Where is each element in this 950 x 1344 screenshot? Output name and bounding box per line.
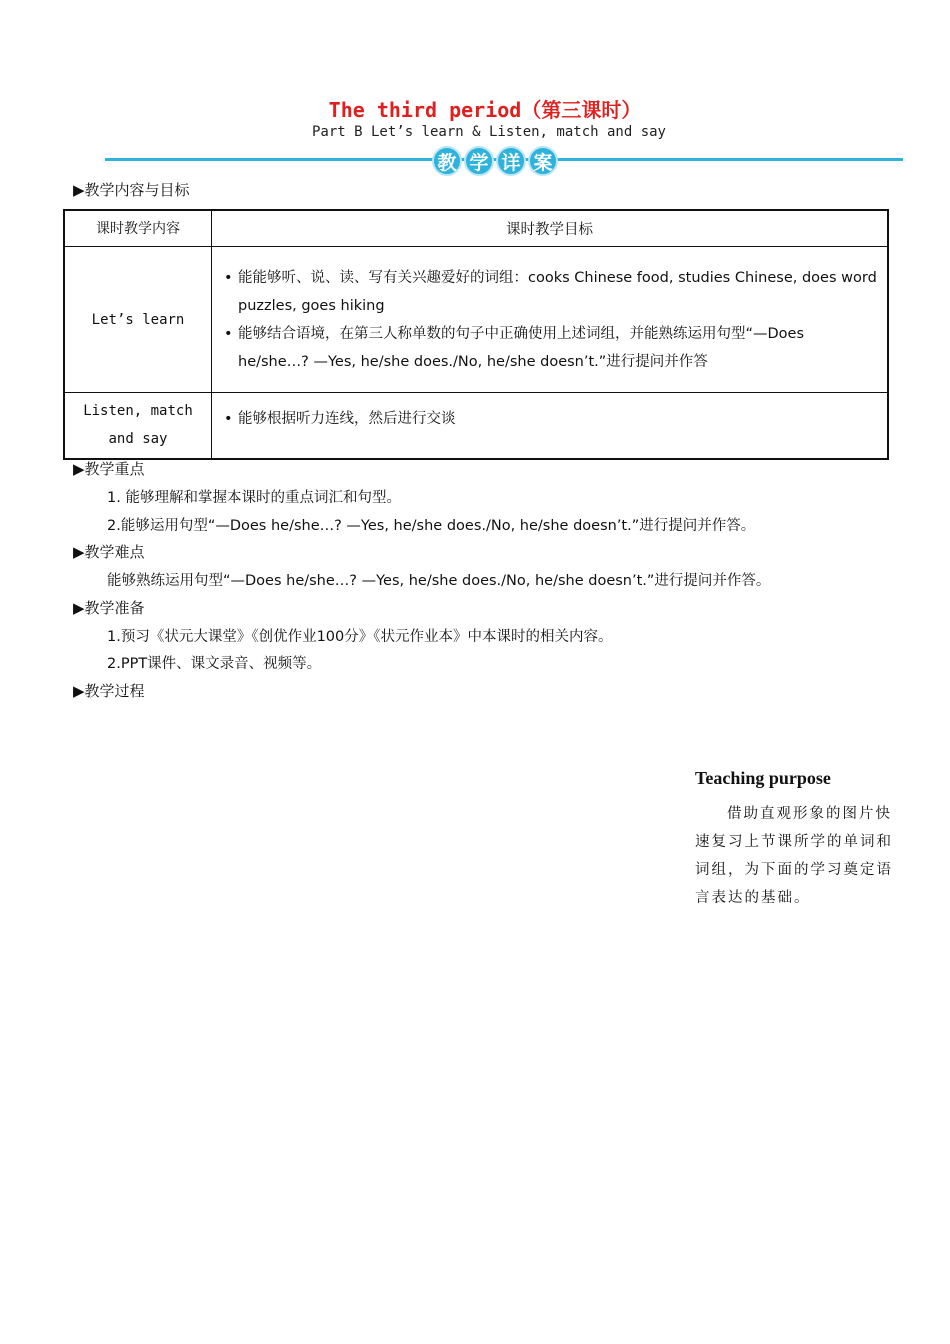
banner-char: 详	[496, 146, 526, 176]
content-line: and say	[108, 431, 168, 448]
preparation-item: 2.PPT课件、课文录音、视频等。	[107, 656, 322, 672]
table-cell-goals	[212, 247, 889, 393]
preparation-item: 1.预习《状元大课堂》《创优作业100分》《状元作业本》中本课时的相关内容。	[107, 629, 613, 645]
banner-badge	[420, 146, 570, 176]
key-point-item: 2.能够运用句型“—Does he/she…? —Yes, he/she does./No, he/she doesn’t.”进行提问并作答。	[107, 518, 756, 534]
table-row	[64, 247, 888, 393]
table-header-content: 课时教学内容	[64, 210, 212, 247]
goal-item: • 能能够听、说、读、写有关兴趣爱好的词组：cooks Chinese food, studies Chinese, does word puzzles, goes hiking	[224, 264, 877, 320]
difficulty-item: 能够熟练运用句型“—Does he/she…? —Yes, he/she does./No, he/she doesn’t.”进行提问并作答。	[107, 573, 771, 589]
table-header-goals: 课时教学目标	[212, 210, 889, 247]
table-cell-content: Let’s learn	[64, 247, 212, 393]
section-heading-preparation: ▶教学准备	[73, 599, 145, 617]
banner-char: 案	[528, 146, 558, 176]
key-point-item: 1. 能够理解和掌握本课时的重点词汇和句型。	[107, 490, 401, 506]
goals-table	[63, 209, 889, 460]
sidebar-text: 借助直观形象的图片快速复习上节课所学的单词和词组，为下面的学习奠定语言表达的基础。	[695, 806, 893, 906]
table-cell-content	[64, 393, 212, 459]
sidebar-title: Teaching purpose	[695, 768, 831, 788]
banner-char: 教	[432, 146, 462, 176]
section-heading-key-points: ▶教学重点	[73, 460, 145, 478]
section-heading-difficulties: ▶教学难点	[73, 543, 145, 561]
goal-item: • 能够结合语境，在第三人称单数的句子中正确使用上述词组，并能熟练运用句型“—Does he/she…? —Yes, he/she does./No, he/she doesn’t.”进行提问并作答	[224, 320, 877, 376]
table-row	[64, 393, 888, 459]
section-heading-process: ▶教学过程	[73, 682, 145, 700]
table-cell-goals	[212, 393, 889, 459]
page-title: The third period（第三课时）	[328, 98, 642, 122]
table-header-row	[64, 210, 888, 247]
content-line: Listen, match	[83, 403, 193, 420]
banner-char: 学	[464, 146, 494, 176]
section-heading-content-goals: ▶教学内容与目标	[73, 181, 190, 199]
page-subtitle: Part B Let’s learn & Listen, match and say	[311, 124, 666, 140]
goal-item: • 能够根据听力连线，然后进行交谈	[224, 405, 877, 433]
